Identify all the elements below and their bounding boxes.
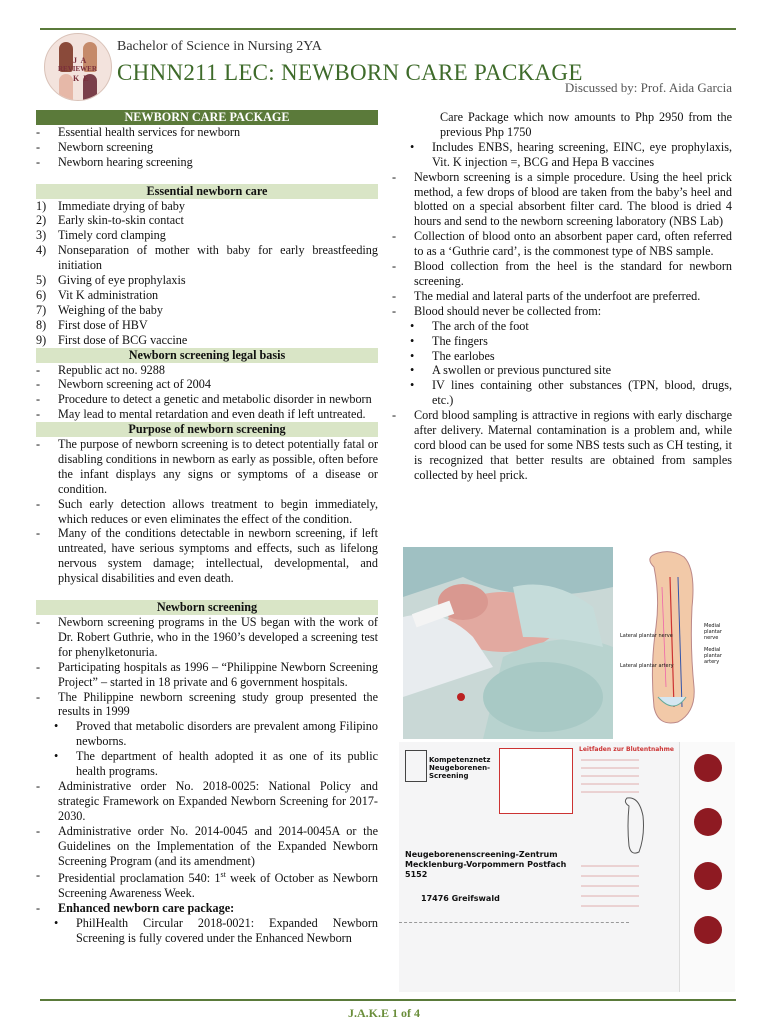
- guthrie-card-photo: [399, 742, 735, 992]
- list-item: - Such early detection allows treatment to begin immediately, which reduces or even eliminates the effect of the condition.: [36, 496, 378, 526]
- logo: [44, 33, 112, 101]
- list-item: - Newborn screening act of 2004: [36, 377, 211, 392]
- list-item: 4) Nonseparation of mother with baby for early breastfeeding initiation: [36, 243, 378, 273]
- section-header-newborn-screening: Newborn screening: [36, 600, 378, 615]
- list-item: - Administrative order No. 2018-0025: National Policy and strategic Framework on Expanded Newborn Screening for 2017-2030.: [36, 778, 378, 823]
- list-item: - Newborn hearing screening: [36, 154, 193, 169]
- continued-text: Care Package which now amounts to Php 2950 from the previous Php 1750: [440, 110, 732, 139]
- list-item: - May lead to mental retardation and even death if left untreated.: [36, 407, 366, 422]
- card-city: 17476 Greifswald: [421, 894, 500, 903]
- card-divider: [399, 922, 629, 923]
- foot-label: Medial plantar nerve: [704, 623, 722, 641]
- list-item: 3) Timely cord clamping: [36, 228, 166, 243]
- list-item: 8) First dose of HBV: [36, 317, 148, 332]
- list-item: - Participating hospitals as 1996 – “Philippine Newborn Screening Project” – started in 18 private and 6 government hospitals.: [36, 659, 378, 689]
- list-item: - Newborn screening is a simple procedure. Using the heel prick method, a few drops of blood are taken from the baby’s heel and blotted on a special absorbent filter card. The blood is dried 4 hours and send to the newborn screening laboratory (NBS Lab): [392, 169, 732, 229]
- section-header-legal-basis: Newborn screening legal basis: [36, 348, 378, 363]
- logo-figure: [59, 74, 73, 101]
- sub-list-item: • Includes ENBS, hearing screening, EINC, eye prophylaxis, Vit. K injection =, BCG and Hepa B vaccines: [410, 139, 732, 169]
- logo-text: J A: [73, 56, 88, 65]
- list-item: - Newborn screening: [36, 139, 154, 154]
- card-checkbox-panel: [499, 748, 573, 814]
- list-item: - Blood should never be collected from:: [392, 303, 602, 318]
- sub-list-item: • IV lines containing other substances (TPN, blood, drugs, etc.): [410, 378, 732, 408]
- list-item: 9) First dose of BCG vaccine: [36, 332, 188, 347]
- list-item: - Blood collection from the heel is the standard for newborn screening.: [392, 259, 732, 288]
- sub-list-item: • PhilHealth Circular 2018-0021: Expanded Newborn Screening is fully covered under the Enhanced Newborn: [54, 916, 378, 946]
- list-item: - Essential health services for newborn: [36, 124, 241, 139]
- list-item: 2) Early skin-to-skin contact: [36, 213, 184, 228]
- card-org: Kompetenznetz Neugeborenen-Screening: [429, 756, 491, 780]
- card-foot-illustration: [579, 756, 659, 936]
- course-subtitle: Bachelor of Science in Nursing 2YA: [117, 39, 322, 54]
- bottom-rule: [40, 999, 736, 1001]
- section-header-purpose: Purpose of newborn screening: [36, 422, 378, 437]
- section-header-newborn-care-package: NEWBORN CARE PACKAGE: [36, 110, 378, 125]
- right-column: [392, 110, 732, 483]
- heel-prick-illustration: [403, 547, 613, 739]
- blood-spot: [694, 808, 722, 836]
- sub-list-item: • The arch of the foot: [410, 318, 529, 333]
- card-center: Neugeborenenscreening-Zentrum Mecklenburg-Vorpommern Postfach 5152: [405, 850, 567, 879]
- discussed-by: Discussed by: Prof. Aida Garcia: [564, 80, 732, 95]
- sub-list-item: • A swollen or previous punctured site: [410, 363, 612, 378]
- sub-list-item: • The department of health adopted it as one of its public health programs.: [54, 749, 378, 779]
- logo-text: K E: [73, 74, 90, 83]
- list-item: 5) Giving of eye prophylaxis: [36, 273, 186, 288]
- page-title: CHNN211 LEC: NEWBORN CARE PACKAGE: [117, 60, 583, 85]
- foot-label: Medial plantar artery: [704, 647, 722, 665]
- foot-anatomy-illustration: [614, 547, 736, 739]
- card-title: Leitfaden zur Blutentnahme: [579, 746, 674, 753]
- list-item: - Presidential proclamation 540: 1st week of October as Newborn Screening Awareness Week.: [36, 868, 378, 901]
- blood-spot: [694, 754, 722, 782]
- list-item: - Republic act no. 9288: [36, 362, 165, 377]
- sub-list-item: • The earlobes: [410, 348, 495, 363]
- list-item: - Administrative order No. 2014-0045 and 2014-0045A or the Guidelines on the Implementation of the Expanded Newborn Screening Program (and its amendment): [36, 823, 378, 868]
- list-item: - Procedure to detect a genetic and metabolic disorder in newborn: [36, 392, 372, 407]
- list-item: - Newborn screening programs in the US began with the work of Dr. Robert Guthrie, who in the 1960’s developed a screening test for phenylketonuria.: [36, 615, 378, 659]
- page-footer: J.A.K.E 1 of 4: [348, 1006, 420, 1020]
- blood-spot: [694, 862, 722, 890]
- list-item: 1) Immediate drying of baby: [36, 198, 185, 213]
- list-item: - The medial and lateral parts of the underfoot are preferred.: [392, 288, 701, 303]
- foot-label: Lateral plantar artery: [620, 663, 674, 669]
- blood-spot: [694, 916, 722, 944]
- sub-list-item: • The fingers: [410, 333, 488, 348]
- list-item: 6) Vit K administration: [36, 287, 159, 302]
- section-header-essential-newborn-care: Essential newborn care: [36, 184, 378, 199]
- heel-prick-photo: [403, 547, 613, 739]
- logo-text: REVIEWER: [58, 65, 97, 73]
- top-rule: [40, 28, 736, 30]
- list-item: - Many of the conditions detectable in newborn screening, if left untreated, have serious symptoms and effects, such as lifelong nervous system damage; intellectual, developmental, and physical disabilities and even death.: [36, 526, 378, 586]
- card-blood-strip: [679, 742, 735, 992]
- left-column: [36, 110, 378, 946]
- foot-diagram: [614, 547, 736, 739]
- list-item: - Cord blood sampling is attractive in regions with early discharge after delivery. Maternal contamination is a problem and, while cord blood can be used for some NBS tests such as CH testing, it is recognized that better results are obtained from samples collected by heel prick.: [392, 408, 732, 482]
- list-item: - Collection of blood onto an absorbent paper card, often referred to as a ‘Guthrie card’, is the commonest type of NBS sample.: [392, 229, 732, 259]
- list-item: - The purpose of newborn screening is to detect potentially fatal or disabling conditions in newborn as early as possible, often before the infant displays any signs or symptoms of a disease or condition.: [36, 437, 378, 496]
- sub-list-item: • Proved that metabolic disorders are prevalent among Filipino newborns.: [54, 719, 378, 749]
- list-item: 7) Weighing of the baby: [36, 302, 163, 317]
- foot-label: Lateral plantar nerve: [620, 633, 673, 639]
- card-logo-icon: [405, 750, 427, 782]
- list-item: - The Philippine newborn screening study group presented the results in 1999: [36, 689, 378, 719]
- list-item: - Enhanced newborn care package:: [36, 901, 235, 916]
